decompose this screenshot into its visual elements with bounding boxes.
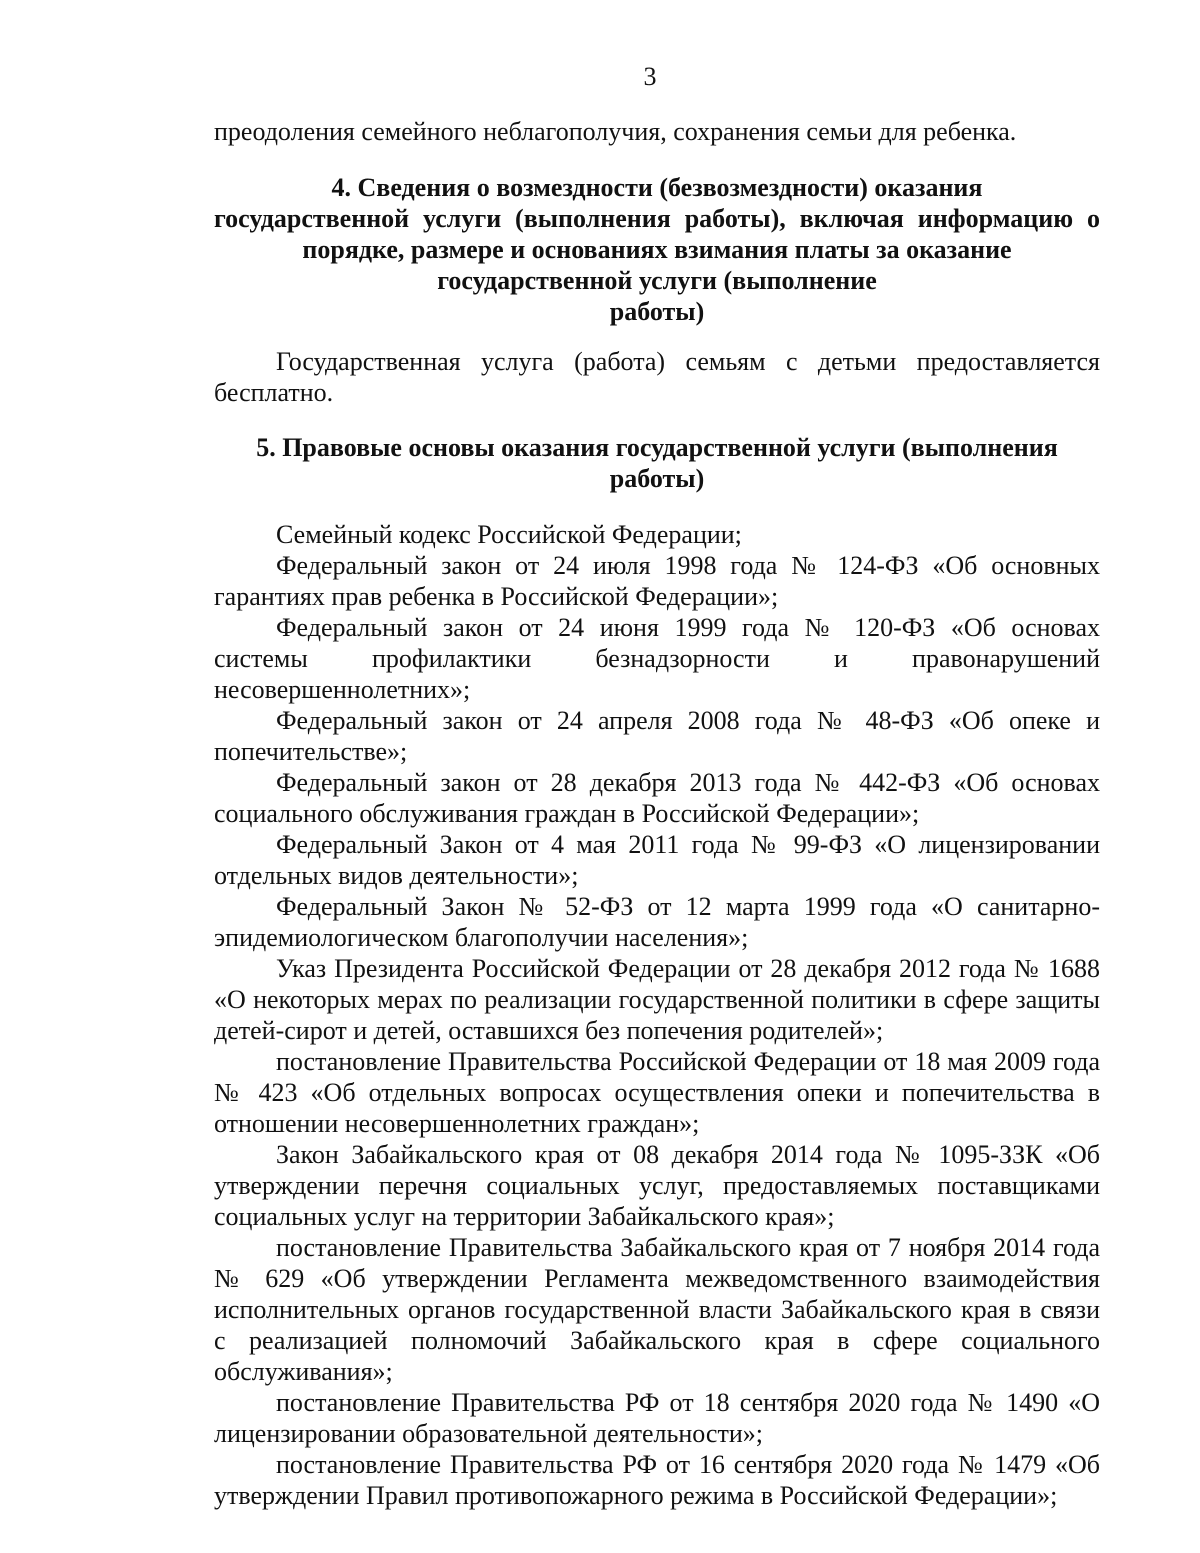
legal-basis-item: постановление Правительства РФ от 18 сентября 2020 года № 1490 «О лицензировании образовательной деятельности»; [214, 1388, 1100, 1448]
section-4-heading-line: государственной услуги (выполнения работы), включая информацию о [214, 204, 1100, 233]
legal-basis-item: Федеральный закон от 28 декабря 2013 года № 442-ФЗ «Об основах социального обслуживания граждан в Российской Федерации»; [214, 768, 1100, 828]
page-number: 3 [643, 62, 657, 91]
continuation-text: преодоления семейного неблагополучия, сохранения семьи для ребенка. [214, 117, 1017, 146]
section-4-heading-line: работы) [609, 297, 705, 326]
legal-basis-item: Федеральный закон от 24 июня 1999 года № 120-ФЗ «Об основах системы профилактики безнадзорности и правонарушений несовершеннолетних»; [214, 613, 1100, 704]
legal-basis-item: Федеральный Закон от 4 мая 2011 года № 99-ФЗ «О лицензировании отдельных видов деятельности»; [214, 830, 1100, 890]
section-4-heading-line: государственной услуги (выполнение [437, 266, 877, 295]
legal-basis-item: постановление Правительства Забайкальского края от 7 ноября 2014 года № 629 «Об утверждении Регламента межведомственного взаимодействия исполнительных органов государственной власти Забайкальского края в связи с реализацией полномочий Забайкальского края в сфере социального обслуживания»; [214, 1233, 1100, 1386]
legal-basis-item: Федеральный Закон № 52-ФЗ от 12 марта 1999 года «О санитарно-эпидемиологическом благополучии населения»; [214, 892, 1100, 952]
section-5-list [214, 519, 1100, 1511]
section-4-body [214, 346, 1100, 408]
section-4-heading [214, 172, 1100, 327]
section-5-heading [214, 432, 1100, 494]
section-5-heading-line: 5. Правовые основы оказания государственной услуги (выполнения [256, 433, 1058, 462]
section-5-heading-line: работы) [609, 464, 705, 493]
legal-basis-item: Федеральный закон от 24 июля 1998 года № 124-ФЗ «Об основных гарантиях прав ребенка в Российской Федерации»; [214, 551, 1100, 611]
legal-basis-item: постановление Правительства Российской Федерации от 18 мая 2009 года № 423 «Об отдельных вопросах осуществления опеки и попечительства в отношении несовершеннолетних граждан»; [214, 1047, 1100, 1138]
legal-basis-item: Семейный кодекс Российской Федерации; [276, 520, 742, 549]
legal-basis-item: постановление Правительства РФ от 16 сентября 2020 года № 1479 «Об утверждении Правил противопожарного режима в Российской Федерации»; [214, 1450, 1100, 1510]
legal-basis-item: Закон Забайкальского края от 08 декабря 2014 года № 1095-ЗЗК «Об утверждении перечня социальных услуг, предоставляемых поставщиками социальных услуг на территории Забайкальского края»; [214, 1140, 1100, 1231]
section-4-heading-line: 4. Сведения о возмездности (безвозмездности) оказания [331, 173, 983, 202]
legal-basis-item: Указ Президента Российской Федерации от 28 декабря 2012 года № 1688 «О некоторых мерах по реализации государственной политики в сфере защиты детей-сирот и детей, оставшихся без попечения родителей»; [214, 954, 1100, 1045]
section-4-paragraph: Государственная услуга (работа) семьям с детьми предоставляется бесплатно. [214, 347, 1100, 407]
section-4-heading-line: порядке, размере и основаниях взимания платы за оказание [302, 235, 1012, 264]
legal-basis-item: Федеральный закон от 24 апреля 2008 года № 48-ФЗ «Об опеке и попечительстве»; [214, 706, 1100, 766]
